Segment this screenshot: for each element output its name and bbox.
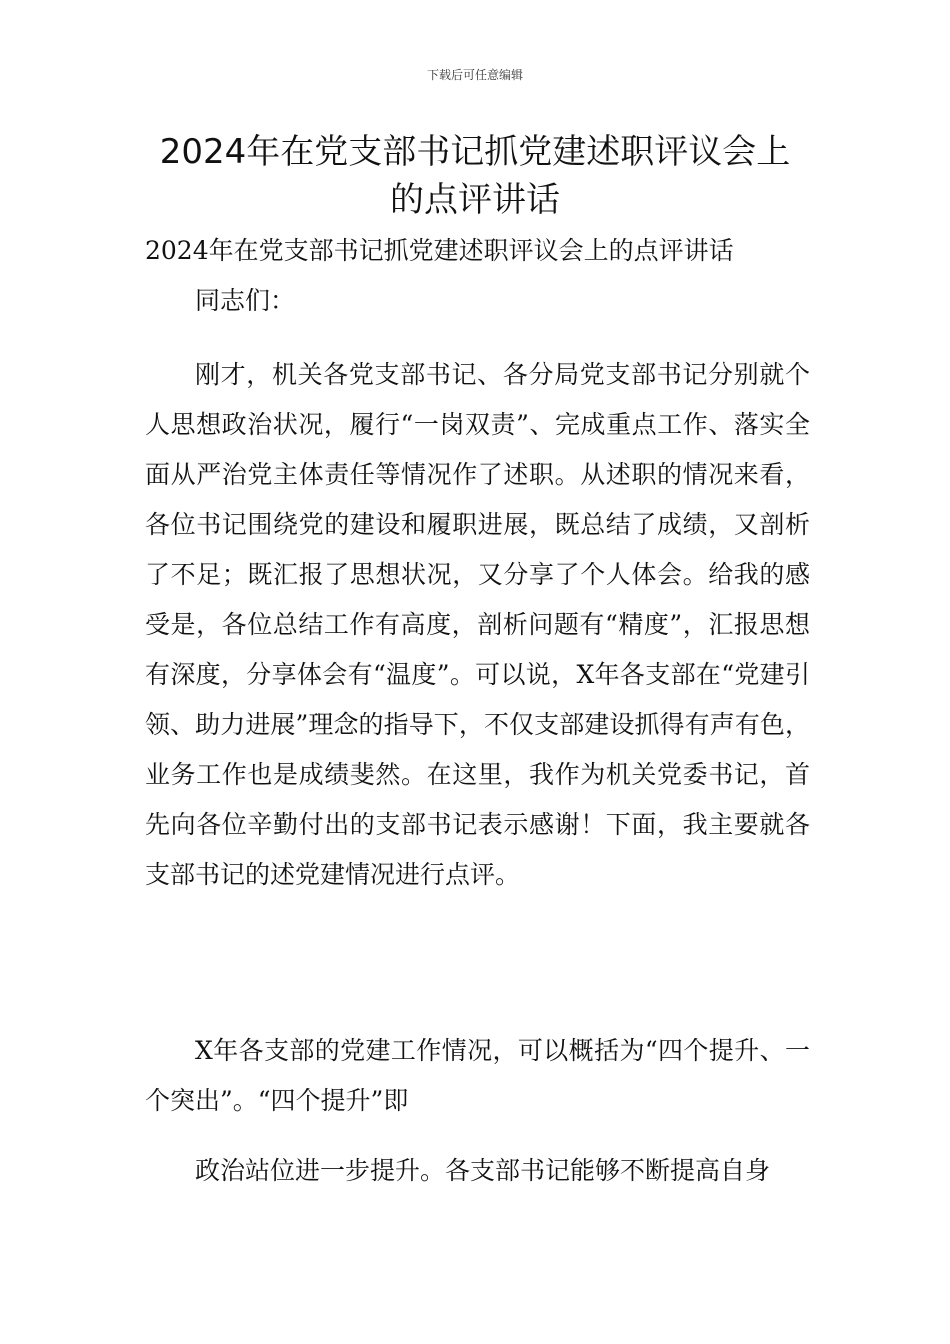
salutation: 同志们： [195,286,296,315]
body-paragraph: 刚才，机关各党支部书记、各分局党支部书记分别就个人思想政治状况，履行“一岗双责”、完成重点工作、落实全面从严治党主体责任等情况作了述职。从述职的情况来看，各位书记围绕党的建设和履职进展，既总结了成绩，又剖析了不足；既汇报了思想状况，又分享了个人体会。给我的感受是，各位总结工作有高度，剖析问题有“精度”，汇报思想有深度，分享体会有“温度”。可以说，X年各支部在“党建引领、助力进展”理念的指导下，不仅支部建设抓得有声有色，业务工作也是成绩斐然。在这里，我作为机关党委书记，首先向各位辛勤付出的支部书记表示感谢！下面，我主要就各支部书记的述党建情况进行点评。 [145,360,810,889]
body-paragraph: 政治站位进一步提升。各支部书记能够不断提高自身 [195,1156,771,1185]
body-paragraph: X年各支部的党建工作情况，可以概括为“四个提升、一个突出”。“四个提升”即 [145,1036,810,1115]
subtitle-line: 2024年在党支部书记抓党建述职评议会上的点评讲话 [145,236,734,265]
header-note: 下载后可任意编辑 [426,68,523,82]
document-title: 2024年在党支部书记抓党建述职评议会上的点评讲话 [159,132,791,220]
